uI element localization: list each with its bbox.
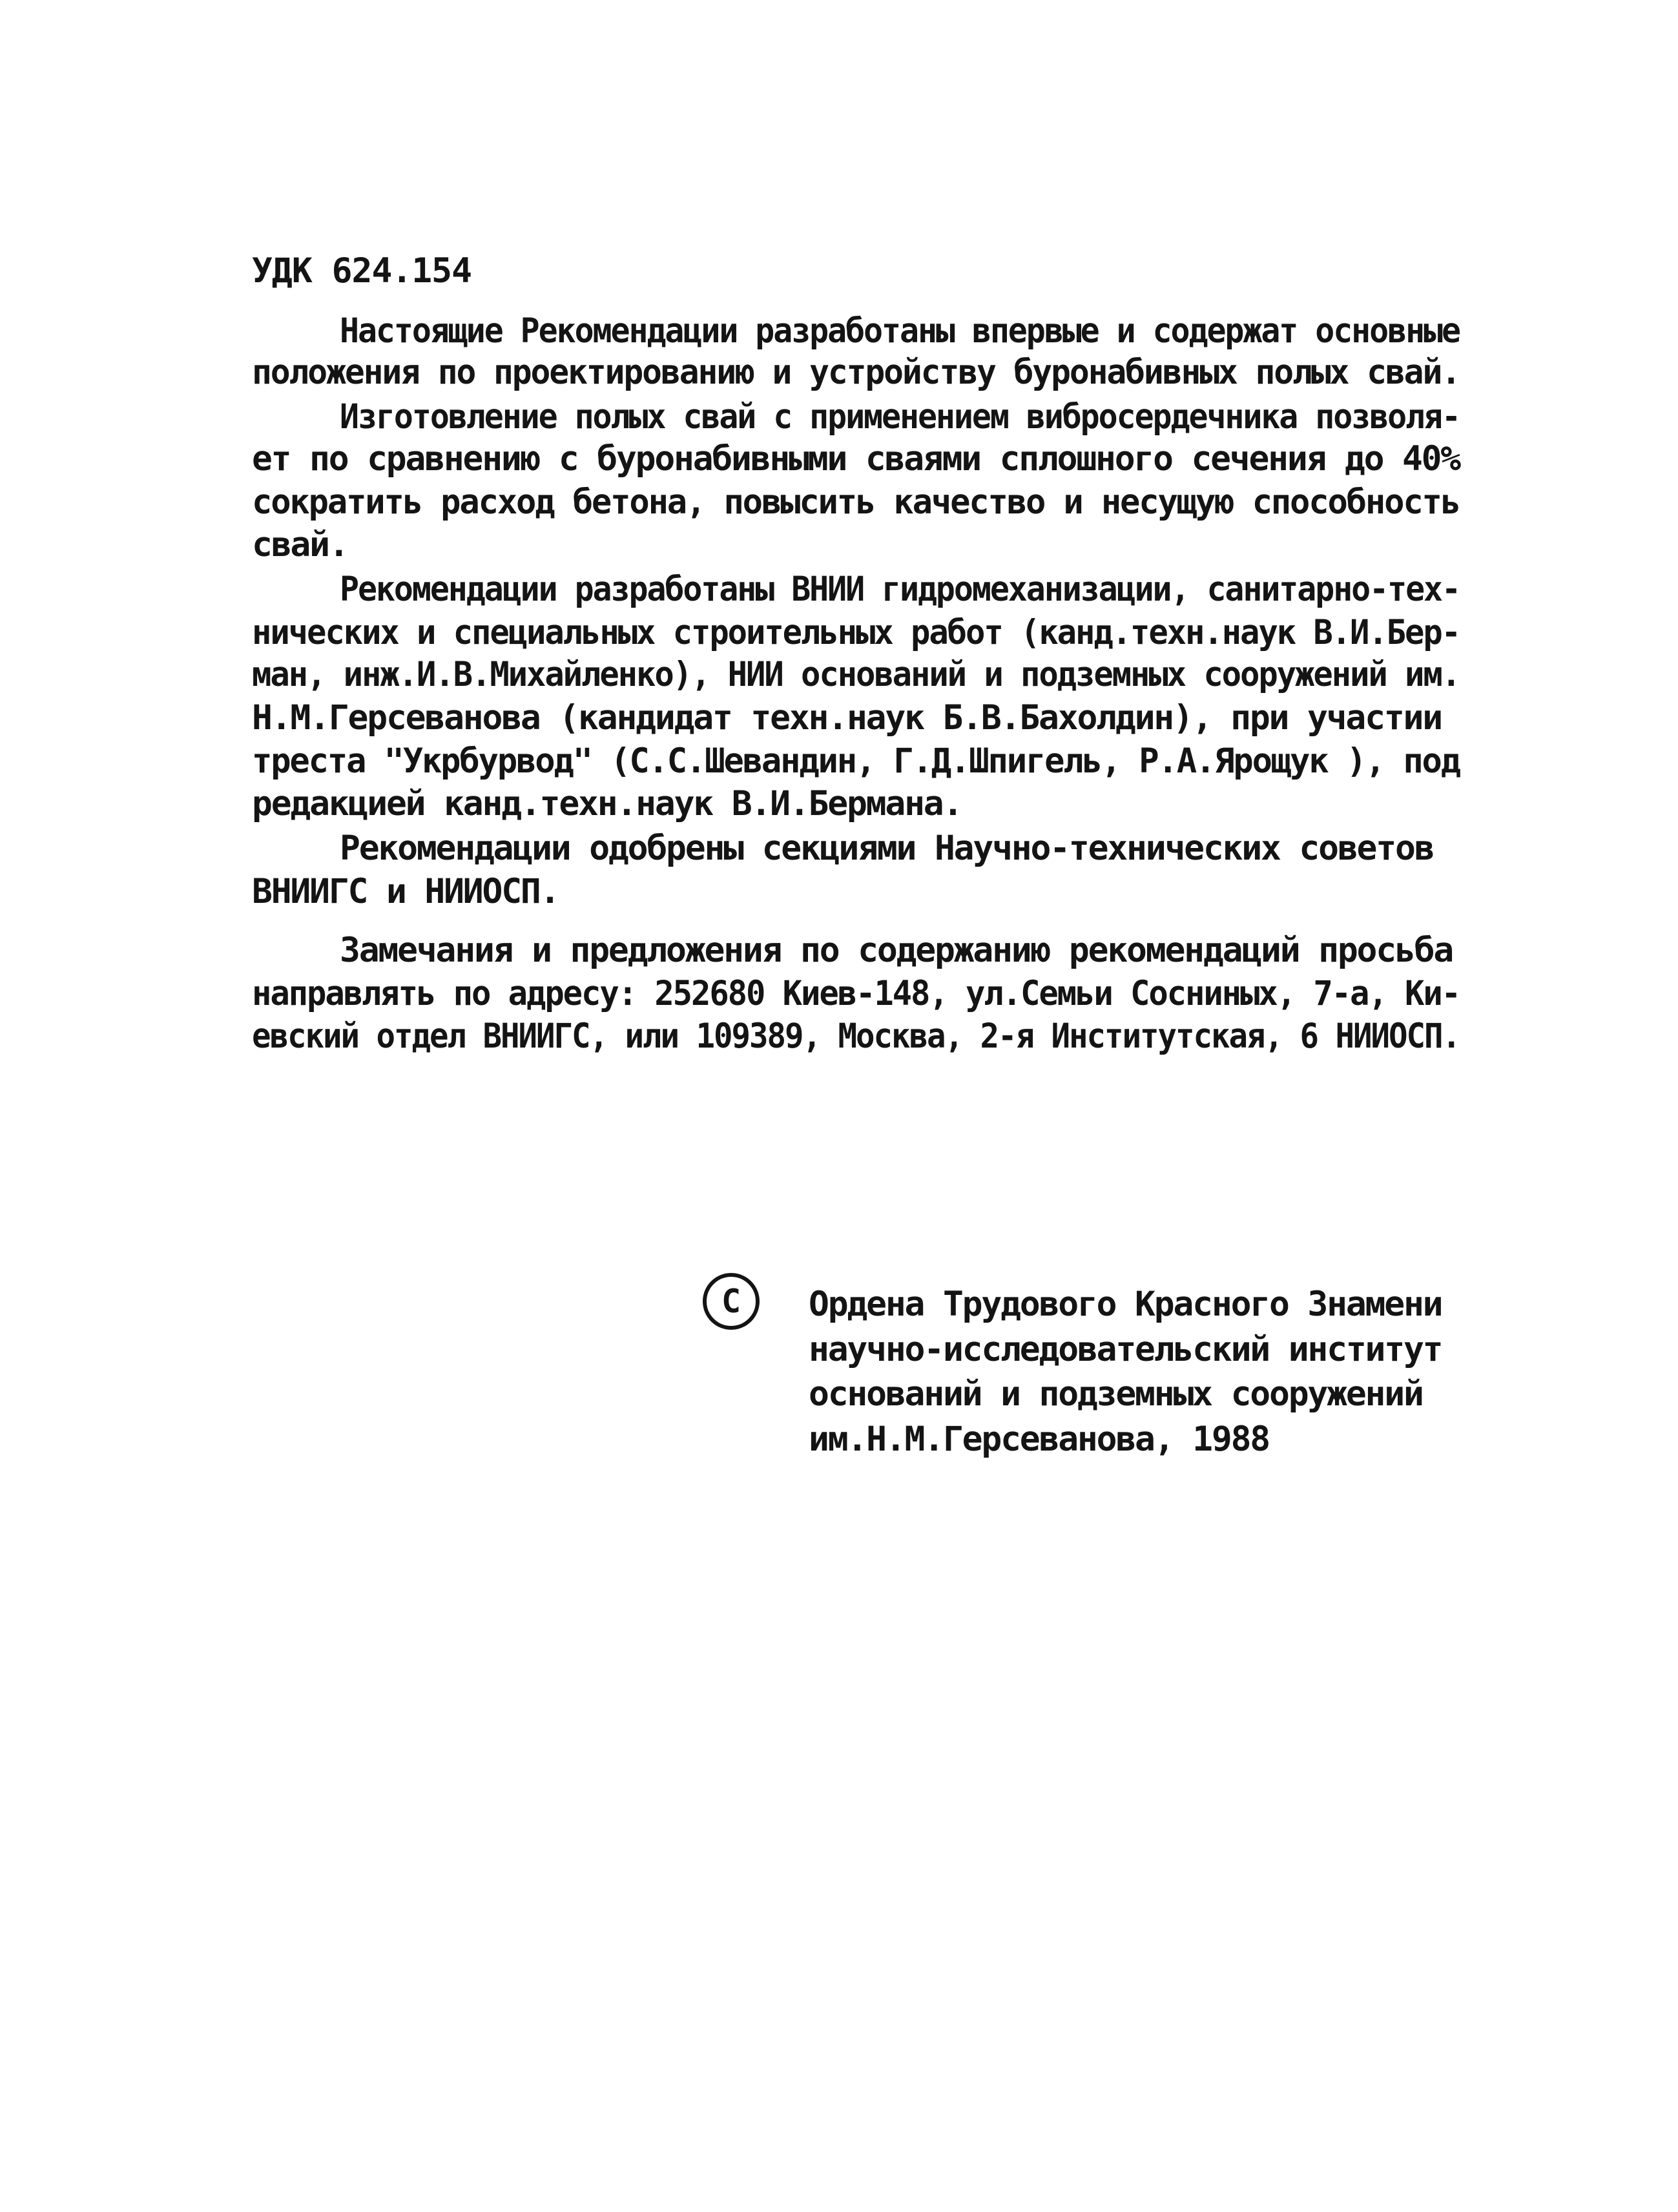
paragraph-2-line-3: сократить расход бетона, повысить качество и несущую способность (252, 482, 1460, 522)
paragraph-3-line-4: Н.М.Герсеванова (кандидат техн.наук Б.В.Бахолдин), при участии (252, 698, 1442, 738)
copyright-line-2: научно-исследовательский институт (809, 1330, 1442, 1369)
paragraph-3-line-2: нических и специальных строительных работ (канд.техн.наук В.И.Бер- (252, 613, 1460, 652)
paragraph-3-line-5: треста "Укрбурвод" (С.С.Шевандин, Г.Д.Шпигель, Р.А.Ярощук ), под (252, 741, 1460, 781)
paragraph-2-line-2: ет по сравнению с буронабивными сваями сплошного сечения до 40% (252, 439, 1460, 479)
paragraph-3-line-3: ман, инж.И.В.Михайленко), НИИ оснований и подземных сооружений им. (252, 655, 1460, 694)
paragraph-4-line-2: ВНИИГС и НИИОСП. (252, 872, 559, 911)
copyright-line-3: оснований и подземных сооружений (809, 1374, 1423, 1414)
paragraph-3-line-1: Рекомендации разработаны ВНИИ гидромеханизации, санитарно-тех- (340, 570, 1460, 609)
paragraph-4-line-1: Рекомендации одобрены секциями Научно-технических советов (340, 829, 1434, 868)
paragraph-5-line-1: Замечания и предложения по содержанию рекомендаций просьба (340, 931, 1453, 970)
paragraph-2-line-4: свай. (252, 525, 348, 564)
copyright-symbol: С (721, 1283, 741, 1320)
paragraph-1-line-2: положения по проектированию и устройству буронабивных полых свай. (252, 353, 1460, 392)
paragraph-5-line-3: евский отдел ВНИИГС, или 109389, Москва, 2-я Институтская, 6 НИИОСП. (252, 1017, 1460, 1056)
paragraph-2-line-1: Изготовление полых свай с применением вибросердечника позволя- (340, 397, 1460, 437)
copyright-line-4: им.Н.М.Герсеванова, 1988 (809, 1420, 1270, 1459)
paragraph-3-line-6: редакцией канд.техн.наук В.И.Бермана. (252, 784, 962, 823)
copyright-icon (703, 1273, 760, 1330)
paragraph-5-line-2: направлять по адресу: 252680 Киев-148, ул.Семьи Сосниных, 7-а, Ки- (252, 974, 1460, 1013)
copyright-line-1: Ордена Трудового Красного Знамени (809, 1285, 1442, 1324)
udk-code: УДК 624.154 (252, 251, 471, 291)
paragraph-1-line-1: Настоящие Рекомендации разработаны впервые и содержат основные (340, 311, 1460, 351)
